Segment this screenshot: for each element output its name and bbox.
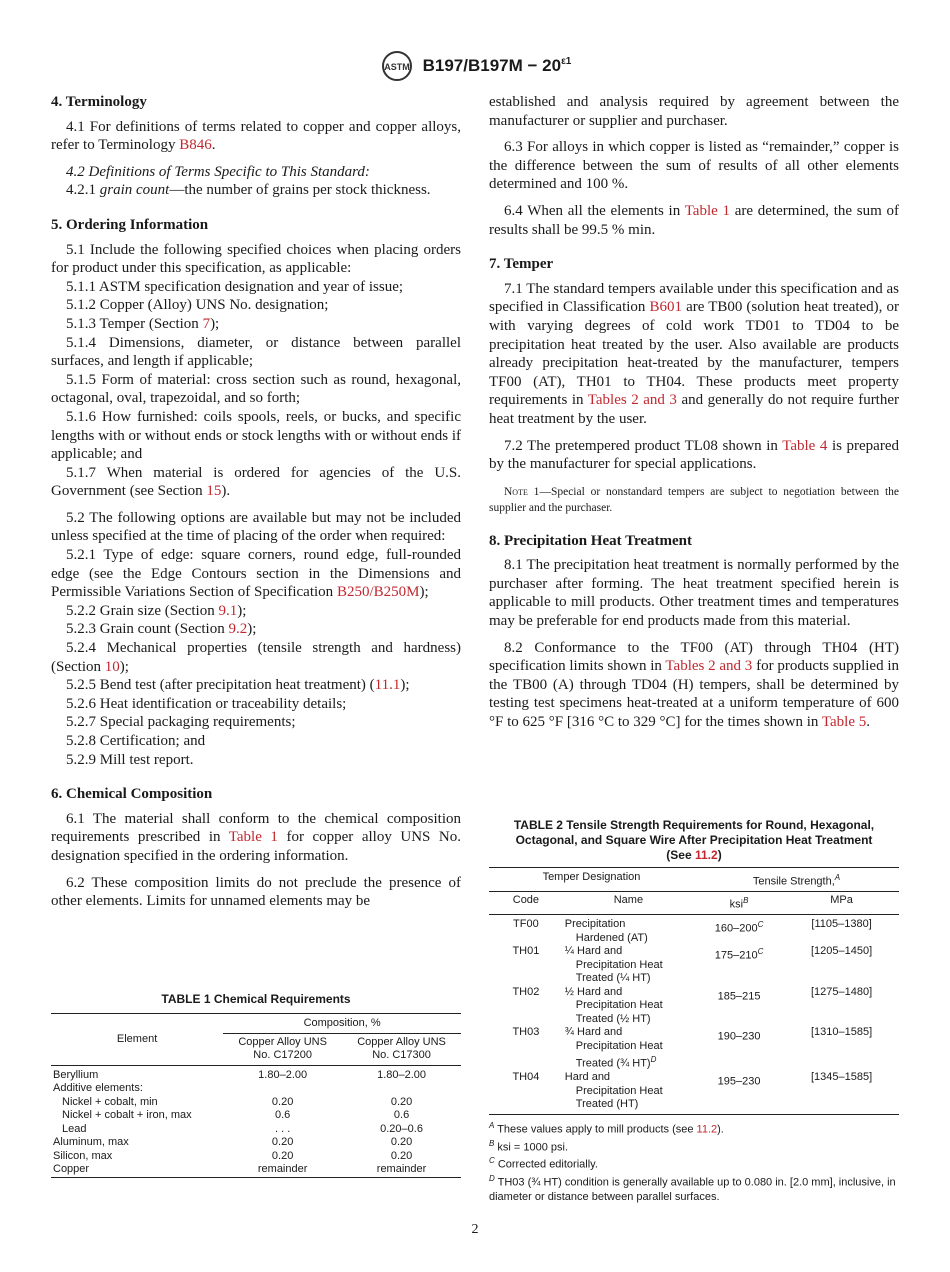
table-row: TH01 ¼ Hard and Precipitation Heat Treated (¼ HT) $175-210^C$ [1205–1450] bbox=[512, 945, 873, 985]
para-6-1: 6.1 The material shall conform to the chemical composition requirements prescribed in Table 1 for copper alloy UNS No. designation specified in the ordering information. bbox=[51, 810, 461, 864]
para-5-1-3: 5.1.3 Temper (Section 7); bbox=[66, 315, 220, 332]
link-table-1-b[interactable]: Table 1 bbox=[684, 202, 731, 219]
table-2-footnotes bbox=[489, 1119, 899, 1204]
link-section-7[interactable]: 7 bbox=[202, 315, 211, 332]
t1-header-element: Element bbox=[51, 1014, 223, 1066]
link-table-5[interactable]: Table 5 bbox=[821, 714, 867, 731]
table-row: Beryllium 1.80–2.00 1.80–2.00 bbox=[53, 1068, 427, 1081]
section-7-heading: 7. Temper bbox=[489, 256, 554, 273]
para-5-1-6: 5.1.6 How furnished: coils spools, reels, or bucks, and specific lengths with or without ends or stock lengths with or without ends if applicable; and bbox=[51, 408, 461, 463]
note-1: Note 1—Special or nonstandard tempers are subject to negotiation between the supplier and the purchaser. bbox=[489, 485, 900, 514]
link-table-4[interactable]: Table 4 bbox=[782, 437, 828, 454]
para-5-2-4: 5.2.4 Mechanical properties (tensile strength and hardness) (Section 10); bbox=[51, 640, 461, 675]
section-4-heading: 4. Terminology bbox=[51, 94, 147, 110]
para-5-2-9: 5.2.9 Mill test report. bbox=[66, 751, 194, 768]
t2-header-ksi: ksi$^B$ bbox=[729, 896, 749, 911]
table-1-caption: TABLE 1 Chemical Requirements bbox=[161, 992, 351, 1006]
link-section-15[interactable]: 15 bbox=[206, 483, 222, 500]
para-5-2-1: 5.2.1 Type of edge: square corners, round edge, full-rounded edge (see the Edge Contours section in the Dimensions and Permissible Variations Section of Specification B250/B250M); bbox=[51, 547, 461, 601]
link-section-10[interactable]: 10 bbox=[104, 658, 120, 675]
link-section-9-1[interactable]: 9.1 bbox=[218, 602, 238, 619]
footnote-a: $^A$ These values apply to mill products (see 11.2). bbox=[489, 1120, 724, 1136]
table-2 bbox=[489, 818, 899, 1204]
para-5-1: 5.1 Include the following specified choices when placing orders for product under this specification, as applicable: bbox=[51, 241, 461, 277]
table-row: TH02 ½ Hard and Precipitation Heat Treated (½ HT) 185–215 [1275–1480] bbox=[512, 985, 873, 1025]
table-2-grid bbox=[489, 867, 899, 1115]
link-b846[interactable]: B846 bbox=[179, 137, 212, 154]
section-6-heading: 6. Chemical Composition bbox=[51, 786, 213, 803]
link-11-2[interactable]: 11.2 bbox=[694, 848, 718, 862]
para-5-1-4: 5.1.4 Dimensions, diameter, or distance between parallel surfaces, and length if applicable; bbox=[51, 334, 461, 370]
table-row: Silicon, max 0.20 0.20 bbox=[53, 1149, 413, 1162]
t2-header-mpa: MPa bbox=[830, 894, 853, 907]
table-1-grid bbox=[51, 1013, 461, 1178]
para-5-1-7: 5.1.7 When material is ordered for agencies of the U.S. Government (see Section 15). bbox=[51, 464, 461, 500]
table-2-caption: TABLE 2 Tensile Strength Requirements for Round, Hexagonal, Octagonal, and Square Wire After Precipitation Heat Treatment (See 11.2) bbox=[513, 818, 875, 862]
footnote-b: $^B$ ksi = 1000 psi. bbox=[489, 1138, 569, 1154]
para-5-2-3: 5.2.3 Grain count (Section 9.2); bbox=[66, 621, 257, 638]
para-5-2-7: 5.2.7 Special packaging requirements; bbox=[66, 714, 296, 731]
table-row: Additive elements: bbox=[53, 1082, 143, 1094]
footnote-c: $^C$ Corrected editorially. bbox=[489, 1156, 598, 1171]
table-row: Aluminum, max 0.20 0.20 bbox=[53, 1136, 413, 1148]
table-row: Lead . . . 0.20–0.6 bbox=[62, 1122, 423, 1135]
table-row: Nickel + cobalt + iron, max 0.6 0.6 bbox=[62, 1109, 410, 1121]
page-number: 2 bbox=[471, 1222, 479, 1237]
t2-header-tensile: Tensile Strength,$^A$ bbox=[694, 868, 899, 892]
para-5-2-5: 5.2.5 Bend test (after precipitation heat treatment) (11.1); bbox=[66, 677, 410, 694]
link-section-9-2[interactable]: 9.2 bbox=[228, 621, 248, 638]
table-row: TF00 Precipitation Hardened (AT) $160-200^C$ [1105–1380] bbox=[513, 918, 872, 944]
link-b250[interactable]: B250/B250M bbox=[336, 584, 420, 601]
table-row: TH04 Hard and Precipitation Heat Treated (HT) 195–230 [1345–1585] bbox=[489, 1071, 899, 1114]
para-7-1: 7.1 The standard tempers available under this specification and as specified in Classification B601 are TB00 (solution heat treated), or with varying degrees of cold work TD01 to TD04 to be precipitation heat treated by the user. Also available are products already precipitation heat-treated by the manufacturer, tempers TF00 (AT), TH01 to TH04. These products meet property requirements in Tables 2 and 3 and generally do not require further heat treatment by the user. bbox=[489, 280, 900, 427]
footnote-d: $^D$ TH03 (¾ HT) condition is generally available up to 0.080 in. [2.0 mm], inclusive, in diameter or distance between parallel surfaces. bbox=[489, 1173, 896, 1203]
para-4-2-1: 4.2.1 grain count—the number of grains per stock thickness. bbox=[66, 182, 431, 199]
section-5-heading: 5. Ordering Information bbox=[51, 216, 209, 233]
page-header bbox=[0, 50, 950, 82]
astm-logo-icon bbox=[379, 50, 415, 82]
para-4-2: 4.2 Definitions of Terms Specific to This Standard: bbox=[66, 163, 370, 180]
para-8-1: 8.1 The precipitation heat treatment is normally performed by the purchaser after forming. The heat treatment specified herein is applicable to mill products. Other treatment times and temperatures may be preferable for end products made from this material. bbox=[489, 557, 899, 630]
t1-header-composition: Composition, % bbox=[223, 1014, 461, 1034]
link-11-2-b[interactable]: 11.2 bbox=[696, 1123, 718, 1136]
table-1 bbox=[51, 992, 461, 1178]
section-8-heading: 8. Precipitation Heat Treatment bbox=[489, 532, 693, 549]
para-5-1-2: 5.1.2 Copper (Alloy) UNS No. designation; bbox=[66, 297, 329, 314]
para-7-2: 7.2 The pretempered product TL08 shown in Table 4 is prepared by the manufacturer for special applications. bbox=[489, 437, 899, 473]
para-5-1-5: 5.1.5 Form of material: cross section such as round, hexagonal, octagonal, oval, trapezoidal, and so forth; bbox=[51, 371, 461, 407]
t2-header-temper: Temper Designation bbox=[489, 868, 694, 892]
astm-logo-text: ASTM bbox=[383, 62, 410, 72]
para-6-4: 6.4 When all the elements in Table 1 are determined, the sum of results shall be 99.5 % min. bbox=[489, 202, 899, 238]
t2-header-code: Code bbox=[512, 894, 540, 907]
para-8-2: 8.2 Conformance to the TF00 (AT) through TH04 (HT) specification limits shown in Tables 2 and 3 for products supplied in the TB00 (A) through TD04 (H) tempers, shall be determined by testing test specimens heat-treated at a uniform temperature of 600 °F to 625 °F [316 °C to 329 °C] for the times shown in Table 5. bbox=[489, 639, 900, 731]
table-row: TH03 ¾ Hard and Precipitation Heat Treated (¾ HT)$^D$ 190–230 [1310–1585] bbox=[512, 1026, 873, 1070]
table-row: Copper remainder remainder bbox=[51, 1163, 461, 1177]
para-5-1-1: 5.1.1 ASTM specification designation and year of issue; bbox=[66, 278, 404, 295]
link-tables-2-3[interactable]: Tables 2 and 3 bbox=[587, 392, 677, 409]
para-6-2: 6.2 These composition limits do not preclude the presence of other elements. Limits for unnamed elements may be bbox=[51, 874, 461, 910]
left-column bbox=[51, 93, 461, 911]
para-5-2: 5.2 The following options are available but may not be included unless specified at the time of placing of the order when required: bbox=[51, 509, 461, 545]
t1-header-c17300: Copper Alloy UNS No. C17300 bbox=[342, 1033, 461, 1065]
para-5-2-6: 5.2.6 Heat identification or traceability details; bbox=[66, 695, 347, 712]
link-tables-2-3-b[interactable]: Tables 2 and 3 bbox=[665, 658, 753, 675]
link-b601[interactable]: B601 bbox=[649, 299, 683, 316]
t2-header-name: Name bbox=[613, 894, 644, 907]
designation-superscript: ε1 bbox=[561, 55, 572, 67]
t1-header-c17200: Copper Alloy UNS No. C17200 bbox=[223, 1033, 342, 1065]
para-5-2-2: 5.2.2 Grain size (Section 9.1); bbox=[66, 602, 247, 619]
para-6-2-continued: established and analysis required by agreement between the manufacturer or supplier and purchaser. bbox=[489, 94, 899, 129]
para-6-3: 6.3 For alloys in which copper is listed as “remainder,” copper is the difference between the sum of results of all other elements determined and 100 %. bbox=[489, 139, 899, 193]
right-column bbox=[489, 93, 899, 732]
standard-designation: B197/B197M − 20 bbox=[422, 56, 562, 75]
table-row: Nickel + cobalt, min 0.20 0.20 bbox=[62, 1095, 413, 1108]
para-5-2-8: 5.2.8 Certification; and bbox=[66, 733, 206, 749]
link-table-1[interactable]: Table 1 bbox=[228, 829, 278, 846]
link-section-11-1[interactable]: 11.1 bbox=[374, 677, 401, 694]
para-4-1: 4.1 For definitions of terms related to copper and copper alloys, refer to Terminology B846. bbox=[51, 118, 461, 154]
